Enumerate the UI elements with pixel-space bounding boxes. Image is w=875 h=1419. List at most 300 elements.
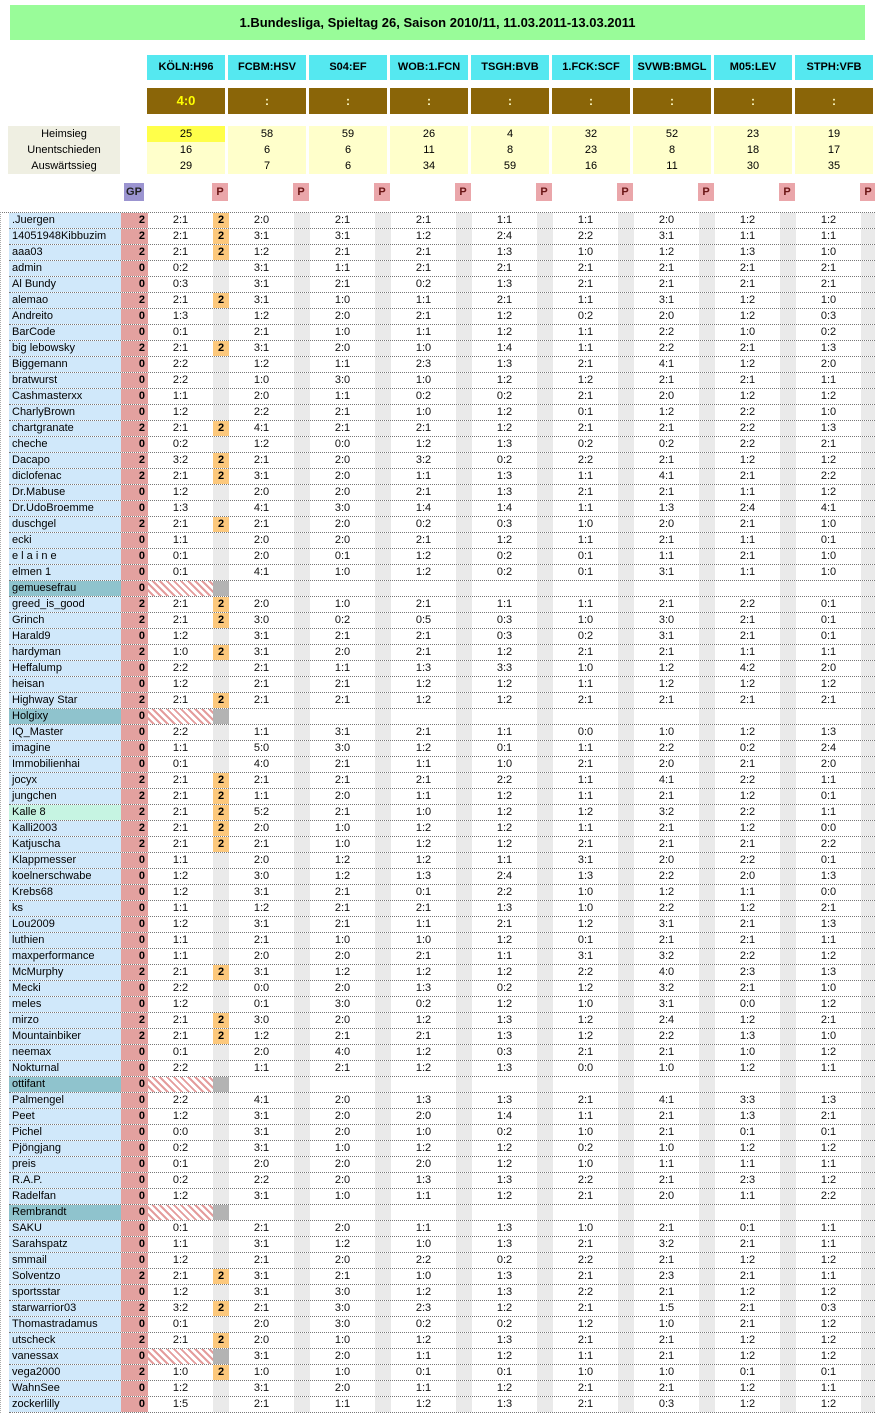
stats-value-highlight: 25	[147, 126, 225, 142]
points-cell	[213, 1205, 229, 1220]
points-cell	[780, 949, 796, 964]
points-cell	[618, 229, 634, 244]
points-cell	[780, 597, 796, 612]
player-row	[9, 1365, 875, 1381]
points-cell	[699, 821, 715, 836]
tip-column-spacer	[471, 183, 536, 201]
points-cell	[294, 1365, 310, 1380]
tip-cell: 1:2	[496, 326, 513, 338]
tip-cell: 1:2	[496, 822, 513, 834]
tip-cell: 1:2	[577, 374, 594, 386]
tip-cell: 2:1	[415, 1030, 432, 1042]
points-cell	[294, 645, 310, 660]
points-cell	[375, 885, 391, 900]
points-cell	[456, 709, 472, 724]
tip-cell: 2:2	[658, 326, 675, 338]
tip-column-spacer	[390, 183, 455, 201]
tip-cell: 0:2	[415, 518, 432, 530]
player-row	[9, 1317, 875, 1333]
tip-cell: 1:0	[577, 662, 594, 674]
points-cell	[375, 1285, 391, 1300]
tip-cell: 1:2	[496, 310, 513, 322]
points-cell	[780, 613, 796, 628]
points-cell	[780, 1301, 796, 1316]
tip-cell: 1:3	[172, 502, 189, 514]
points-cell	[537, 885, 553, 900]
points-cell	[861, 645, 875, 660]
points-cell	[861, 469, 875, 484]
points-cell	[861, 853, 875, 868]
tip-cell: 1:2	[415, 1334, 432, 1346]
player-name: greed_is_good	[9, 597, 121, 612]
points-cell	[213, 565, 229, 580]
match-result: 4:0	[147, 88, 225, 114]
gp-value: 2	[121, 837, 148, 852]
points-cell	[861, 1397, 875, 1412]
tip-cell: 0:2	[172, 1174, 189, 1186]
points-cell	[375, 773, 391, 788]
points-cell	[375, 453, 391, 468]
points-cell	[456, 1029, 472, 1044]
tip-cell: 0:2	[496, 1126, 513, 1138]
tip-cell: 1:1	[334, 662, 351, 674]
points-cell	[537, 309, 553, 324]
tip-cell	[229, 581, 294, 596]
points-cell	[294, 1349, 310, 1364]
player-name: Mountainbiker	[9, 1029, 121, 1044]
points-cell	[861, 709, 875, 724]
tip-cell: 2:2	[820, 838, 837, 850]
points-cell	[537, 501, 553, 516]
tip-cell: 1:2	[739, 1014, 756, 1026]
points-cell	[699, 549, 715, 564]
tip-cell: 1:2	[172, 998, 189, 1010]
tip-cell: 1:1	[577, 534, 594, 546]
tip-cell	[472, 1077, 537, 1092]
points-cell	[618, 1045, 634, 1060]
tip-cell: 1:2	[415, 1014, 432, 1026]
points-cell	[861, 1205, 875, 1220]
points-cell	[375, 1221, 391, 1236]
tip-cell: 1:2	[496, 678, 513, 690]
tip-cell: 2:1	[334, 1062, 351, 1074]
points-cell	[861, 405, 875, 420]
tip-cell: 1:0	[577, 246, 594, 258]
tip-cell	[472, 709, 537, 724]
stats-row-label: Unentschieden	[8, 142, 120, 158]
points-cell	[861, 1045, 875, 1060]
tip-cell: 4:0	[253, 758, 270, 770]
tip-cell: 2:2	[739, 598, 756, 610]
points-cell	[456, 373, 472, 388]
tip-cell: 2:1	[253, 774, 270, 786]
tip-cell: 2:2	[172, 1094, 189, 1106]
points-cell	[861, 805, 875, 820]
tip-cell: 0:1	[172, 326, 189, 338]
tip-cell: 2:1	[334, 630, 351, 642]
tip-cell: 2:1	[658, 1286, 675, 1298]
colheader-spacer	[8, 183, 120, 201]
tip-cell: 0:1	[172, 1046, 189, 1058]
tip-cell: 1:1	[334, 390, 351, 402]
points-cell	[537, 469, 553, 484]
points-cell	[456, 613, 472, 628]
tip-cell: 2:1	[334, 806, 351, 818]
points-cell	[456, 437, 472, 452]
player-name: Lou2009	[9, 917, 121, 932]
tip-cell: 4:0	[334, 1046, 351, 1058]
tip-cell	[391, 1205, 456, 1220]
points-cell	[699, 885, 715, 900]
points-cell	[780, 885, 796, 900]
tip-cell: 0:1	[820, 854, 837, 866]
tip-cell	[472, 581, 537, 596]
gp-value: 0	[121, 1093, 148, 1108]
player-name: ecki	[9, 533, 121, 548]
tip-cell: 2:1	[658, 790, 675, 802]
player-name: chartgranate	[9, 421, 121, 436]
points-cell	[294, 1173, 310, 1188]
points-cell	[618, 245, 634, 260]
tip-cell: 2:2	[739, 406, 756, 418]
points-cell	[618, 1013, 634, 1028]
tip-cell: 2:1	[253, 838, 270, 850]
score-row	[8, 88, 875, 114]
points-cell	[456, 837, 472, 852]
tip-cell: 1:3	[496, 1270, 513, 1282]
tip-cell: 1:2	[739, 1142, 756, 1154]
tip-cell: 1:3	[415, 1094, 432, 1106]
points-cell	[456, 1381, 472, 1396]
tip-cell: 1:1	[577, 774, 594, 786]
stats-value: 16	[147, 142, 225, 158]
points-cell	[699, 901, 715, 916]
tip-cell: 4:1	[253, 422, 270, 434]
gp-value: 0	[121, 629, 148, 644]
stats-value: 59	[309, 126, 387, 142]
points-cell	[456, 533, 472, 548]
points-cell	[213, 581, 229, 596]
player-name: Pjöngjang	[9, 1141, 121, 1156]
points-cell	[375, 901, 391, 916]
tip-cell: 1:2	[496, 1142, 513, 1154]
tip-cell: 4:1	[253, 502, 270, 514]
points-cell	[618, 1141, 634, 1156]
points-cell	[456, 453, 472, 468]
tip-cell: 3:0	[334, 1302, 351, 1314]
player-row	[9, 373, 875, 389]
points-cell	[618, 453, 634, 468]
points-cell	[456, 693, 472, 708]
points-cell	[294, 1333, 310, 1348]
tip-cell: 0:1	[496, 1366, 513, 1378]
tip-cell	[553, 1077, 618, 1092]
stats-value: 35	[795, 158, 873, 174]
points-cell	[294, 1301, 310, 1316]
tip-cell: 0:2	[496, 566, 513, 578]
tip-cell: 1:3	[739, 1030, 756, 1042]
gp-value: 0	[121, 901, 148, 916]
points-cell	[456, 293, 472, 308]
points-cell	[537, 261, 553, 276]
points-cell	[699, 997, 715, 1012]
player-name: Highway Star	[9, 693, 121, 708]
tip-cell: 1:2	[658, 246, 675, 258]
gp-value: 0	[121, 1397, 148, 1412]
player-name: BarCode	[9, 325, 121, 340]
player-name: Pichel	[9, 1125, 121, 1140]
player-row	[9, 613, 875, 629]
tip-cell: 4:1	[658, 1094, 675, 1106]
player-name: jungchen	[9, 789, 121, 804]
points-cell	[780, 661, 796, 676]
points-cell	[699, 1397, 715, 1412]
tip-cell: 1:1	[820, 1222, 837, 1234]
tip-cell: 1:2	[415, 854, 432, 866]
tip-column-spacer	[228, 183, 293, 201]
points-cell	[699, 981, 715, 996]
points-cell	[537, 1077, 553, 1092]
tip-cell: 1:2	[820, 1350, 837, 1362]
gp-value: 0	[121, 1141, 148, 1156]
tip-cell: 3:1	[658, 998, 675, 1010]
points-cell	[861, 1349, 875, 1364]
tip-cell: 1:3	[496, 438, 513, 450]
points-cell	[294, 549, 310, 564]
tip-cell: 1:0	[820, 566, 837, 578]
player-name: Solventzo	[9, 1269, 121, 1284]
points-cell	[699, 661, 715, 676]
points-cell	[213, 885, 229, 900]
tip-missing-cell	[148, 1205, 213, 1220]
points-cell	[861, 1077, 875, 1092]
points-cell	[537, 453, 553, 468]
tip-cell: 1:1	[577, 326, 594, 338]
player-name: admin	[9, 261, 121, 276]
tip-cell: 1:1	[172, 390, 189, 402]
tip-cell: 0:3	[820, 1302, 837, 1314]
tip-cell: 1:3	[820, 1094, 837, 1106]
tip-cell: 3:1	[658, 918, 675, 930]
points-cell	[699, 453, 715, 468]
tip-cell: 1:1	[496, 950, 513, 962]
tip-cell: 2:0	[820, 358, 837, 370]
points-cell	[375, 277, 391, 292]
tip-cell: 1:0	[820, 1030, 837, 1042]
tip-cell: 2:1	[577, 1270, 594, 1282]
points-cell	[294, 853, 310, 868]
player-row	[9, 501, 875, 517]
tip-cell: 2:3	[739, 1174, 756, 1186]
tip-cell: 2:2	[577, 1174, 594, 1186]
tip-cell: 2:1	[577, 758, 594, 770]
points-cell	[294, 1077, 310, 1092]
points-cell	[618, 837, 634, 852]
tip-cell: 0:1	[820, 790, 837, 802]
points-cell	[375, 533, 391, 548]
points-cell	[618, 1301, 634, 1316]
tip-cell: 1:2	[577, 982, 594, 994]
tip-cell: 0:2	[172, 262, 189, 274]
tip-cell: 2:1	[820, 262, 837, 274]
points-cell	[213, 261, 229, 276]
points-cell	[375, 1109, 391, 1124]
tip-cell: 2:1	[415, 598, 432, 610]
tip-cell: 2:1	[577, 278, 594, 290]
tip-cell: 1:3	[820, 966, 837, 978]
points-cell	[780, 533, 796, 548]
gp-value: 2	[121, 645, 148, 660]
points-cell	[861, 565, 875, 580]
tip-cell: 1:3	[415, 870, 432, 882]
tip-cell: 0:1	[172, 1158, 189, 1170]
tip-cell: 1:0	[577, 998, 594, 1010]
points-cell	[861, 485, 875, 500]
points-cell	[537, 1013, 553, 1028]
tip-cell: 0:1	[820, 614, 837, 626]
tip-cell: 2:1	[739, 1270, 756, 1282]
match-result-pending: :	[552, 88, 630, 114]
tip-cell: 1:0	[334, 838, 351, 850]
tip-cell: 1:3	[496, 486, 513, 498]
points-cell	[294, 293, 310, 308]
points-cell	[780, 517, 796, 532]
player-row	[9, 1205, 875, 1221]
points-cell	[375, 341, 391, 356]
player-row	[9, 517, 875, 533]
tip-cell: 2:1	[253, 1254, 270, 1266]
tip-cell: 1:2	[334, 854, 351, 866]
match-header: SVWB:BMGL	[633, 55, 711, 80]
points-cell	[861, 1029, 875, 1044]
points-cell	[375, 741, 391, 756]
tip-cell: 2:1	[172, 774, 189, 786]
tip-cell: 1:1	[172, 934, 189, 946]
points-cell	[294, 1269, 310, 1284]
points-cell	[618, 661, 634, 676]
tip-cell: 1:2	[739, 726, 756, 738]
points-cell	[294, 517, 310, 532]
stats-value: 6	[309, 142, 387, 158]
tip-cell: 1:1	[739, 646, 756, 658]
points-cell	[294, 1061, 310, 1076]
gp-value: 0	[121, 1349, 148, 1364]
player-row	[9, 1349, 875, 1365]
player-name: Nokturnal	[9, 1061, 121, 1076]
tip-cell: 2:0	[334, 342, 351, 354]
gp-value: 2	[121, 805, 148, 820]
gp-value: 0	[121, 581, 148, 596]
points-cell	[537, 1109, 553, 1124]
tip-cell: 1:1	[415, 1222, 432, 1234]
tip-cell: 1:3	[496, 1238, 513, 1250]
players-table	[0, 212, 875, 1413]
points-cell	[618, 853, 634, 868]
points-column-header: P	[374, 183, 390, 201]
points-cell	[537, 1061, 553, 1076]
tip-cell: 2:1	[172, 246, 189, 258]
tip-cell: 1:1	[577, 342, 594, 354]
points-cell	[213, 325, 229, 340]
tip-missing-cell	[148, 709, 213, 724]
tip-cell: 2:1	[577, 1382, 594, 1394]
gp-value: 0	[121, 1061, 148, 1076]
gp-value: 0	[121, 1221, 148, 1236]
points-cell	[780, 693, 796, 708]
points-cell	[780, 261, 796, 276]
points-cell	[618, 709, 634, 724]
points-cell	[456, 1013, 472, 1028]
tip-cell: 2:2	[577, 230, 594, 242]
tip-cell: 2:1	[577, 1398, 594, 1410]
points-earned-cell: 2	[213, 517, 229, 532]
player-row	[9, 661, 875, 677]
tip-cell: 2:1	[415, 950, 432, 962]
points-cell	[537, 277, 553, 292]
points-cell	[456, 341, 472, 356]
tip-cell: 2:0	[334, 1158, 351, 1170]
gp-value: 2	[121, 453, 148, 468]
tip-column-spacer	[714, 183, 779, 201]
points-cell	[294, 997, 310, 1012]
gp-value: 0	[121, 1317, 148, 1332]
tip-cell: 2:1	[739, 982, 756, 994]
match-header: TSGH:BVB	[471, 55, 549, 80]
tip-cell: 2:1	[658, 646, 675, 658]
tip-cell	[715, 709, 780, 724]
points-cell	[456, 885, 472, 900]
points-earned-cell: 2	[213, 1333, 229, 1348]
points-cell	[861, 1253, 875, 1268]
points-cell	[618, 261, 634, 276]
tip-cell: 0:3	[172, 278, 189, 290]
points-cell	[618, 1109, 634, 1124]
gp-value: 2	[121, 597, 148, 612]
tip-cell: 0:1	[739, 1366, 756, 1378]
points-cell	[375, 1029, 391, 1044]
points-cell	[537, 869, 553, 884]
points-cell	[699, 949, 715, 964]
points-cell	[375, 261, 391, 276]
points-cell	[861, 1221, 875, 1236]
points-cell	[618, 405, 634, 420]
points-cell	[213, 997, 229, 1012]
tip-cell: 0:1	[820, 598, 837, 610]
points-cell	[780, 869, 796, 884]
tip-cell: 1:1	[820, 646, 837, 658]
points-cell	[294, 981, 310, 996]
points-column-header: P	[779, 183, 795, 201]
tip-column-spacer	[309, 183, 374, 201]
tip-cell: 2:1	[496, 294, 513, 306]
tip-cell: 1:2	[415, 966, 432, 978]
tip-cell: 0:0	[172, 1126, 189, 1138]
tip-cell: 3:1	[253, 630, 270, 642]
tip-cell: 2:1	[739, 262, 756, 274]
tip-cell: 1:0	[415, 1126, 432, 1138]
points-cell	[456, 741, 472, 756]
points-cell	[213, 437, 229, 452]
points-cell	[294, 1045, 310, 1060]
points-cell	[699, 1205, 715, 1220]
points-cell	[375, 1125, 391, 1140]
points-cell	[294, 405, 310, 420]
tip-cell: 2:1	[172, 838, 189, 850]
points-cell	[537, 1317, 553, 1332]
points-earned-cell: 2	[213, 245, 229, 260]
points-cell	[456, 1189, 472, 1204]
tip-cell: 2:1	[334, 694, 351, 706]
